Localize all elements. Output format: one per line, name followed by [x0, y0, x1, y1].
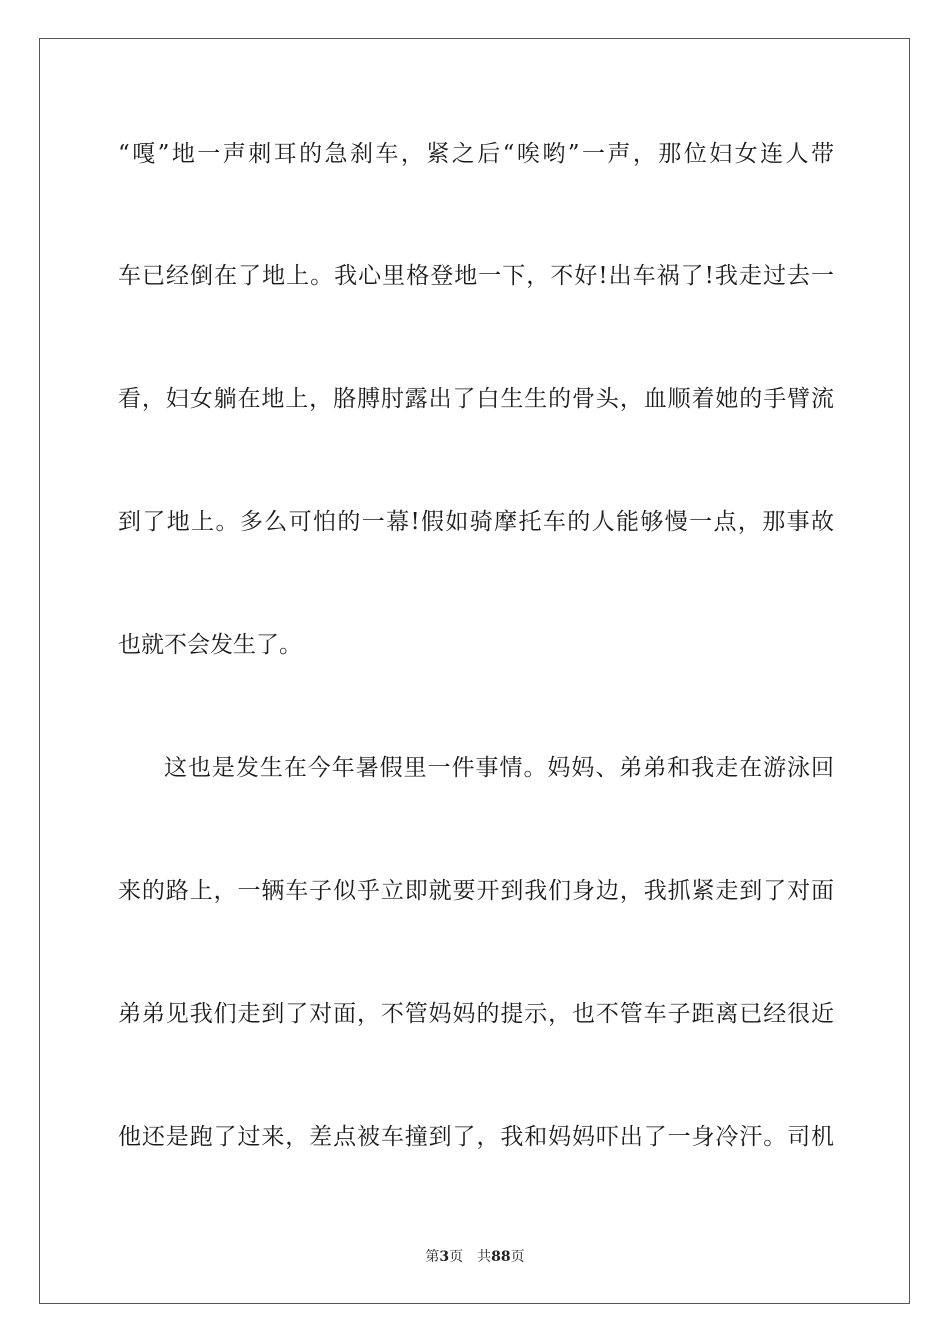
text-line-1: “嘎”地一声刺耳的急刹车，紧之后“唉哟”一声，那位妇女连人带: [118, 141, 834, 167]
footer-page-number: 3: [439, 1249, 450, 1265]
page-footer: [0, 1248, 950, 1266]
text-line-7: 来的路上，一辆车子似乎立即就要开到我们身边，我抓紧走到了对面: [118, 878, 834, 904]
text-line-2: 车已经倒在了地上。我心里格登地一下，不好!出车祸了!我走过去一: [118, 263, 834, 289]
text-line-9: 他还是跑了过来，差点被车撞到了，我和妈妈吓出了一身冷汗。司机: [118, 1124, 834, 1150]
page-frame: [39, 38, 910, 1304]
footer-total-prefix: 共: [477, 1249, 492, 1265]
text-line-8: 弟弟见我们走到了对面，不管妈妈的提示，也不管车子距离已经很近: [118, 1001, 834, 1027]
text-line-5: 也就不会发生了。: [118, 632, 302, 658]
footer-total-suffix: 页: [510, 1249, 525, 1265]
text-line-3: 看，妇女躺在地上，胳膊肘露出了白生生的骨头，血顺着她的手臂流: [118, 386, 834, 412]
footer-prefix: 第: [425, 1249, 440, 1265]
footer-page-suffix: 页: [449, 1249, 464, 1265]
footer-total-pages: 88: [491, 1249, 511, 1265]
text-line-4: 到了地上。多么可怕的一幕!假如骑摩托车的人能够慢一点，那事故: [118, 509, 834, 535]
text-line-6: 这也是发生在今年暑假里一件事情。妈妈、弟弟和我走在游泳回: [164, 755, 834, 781]
